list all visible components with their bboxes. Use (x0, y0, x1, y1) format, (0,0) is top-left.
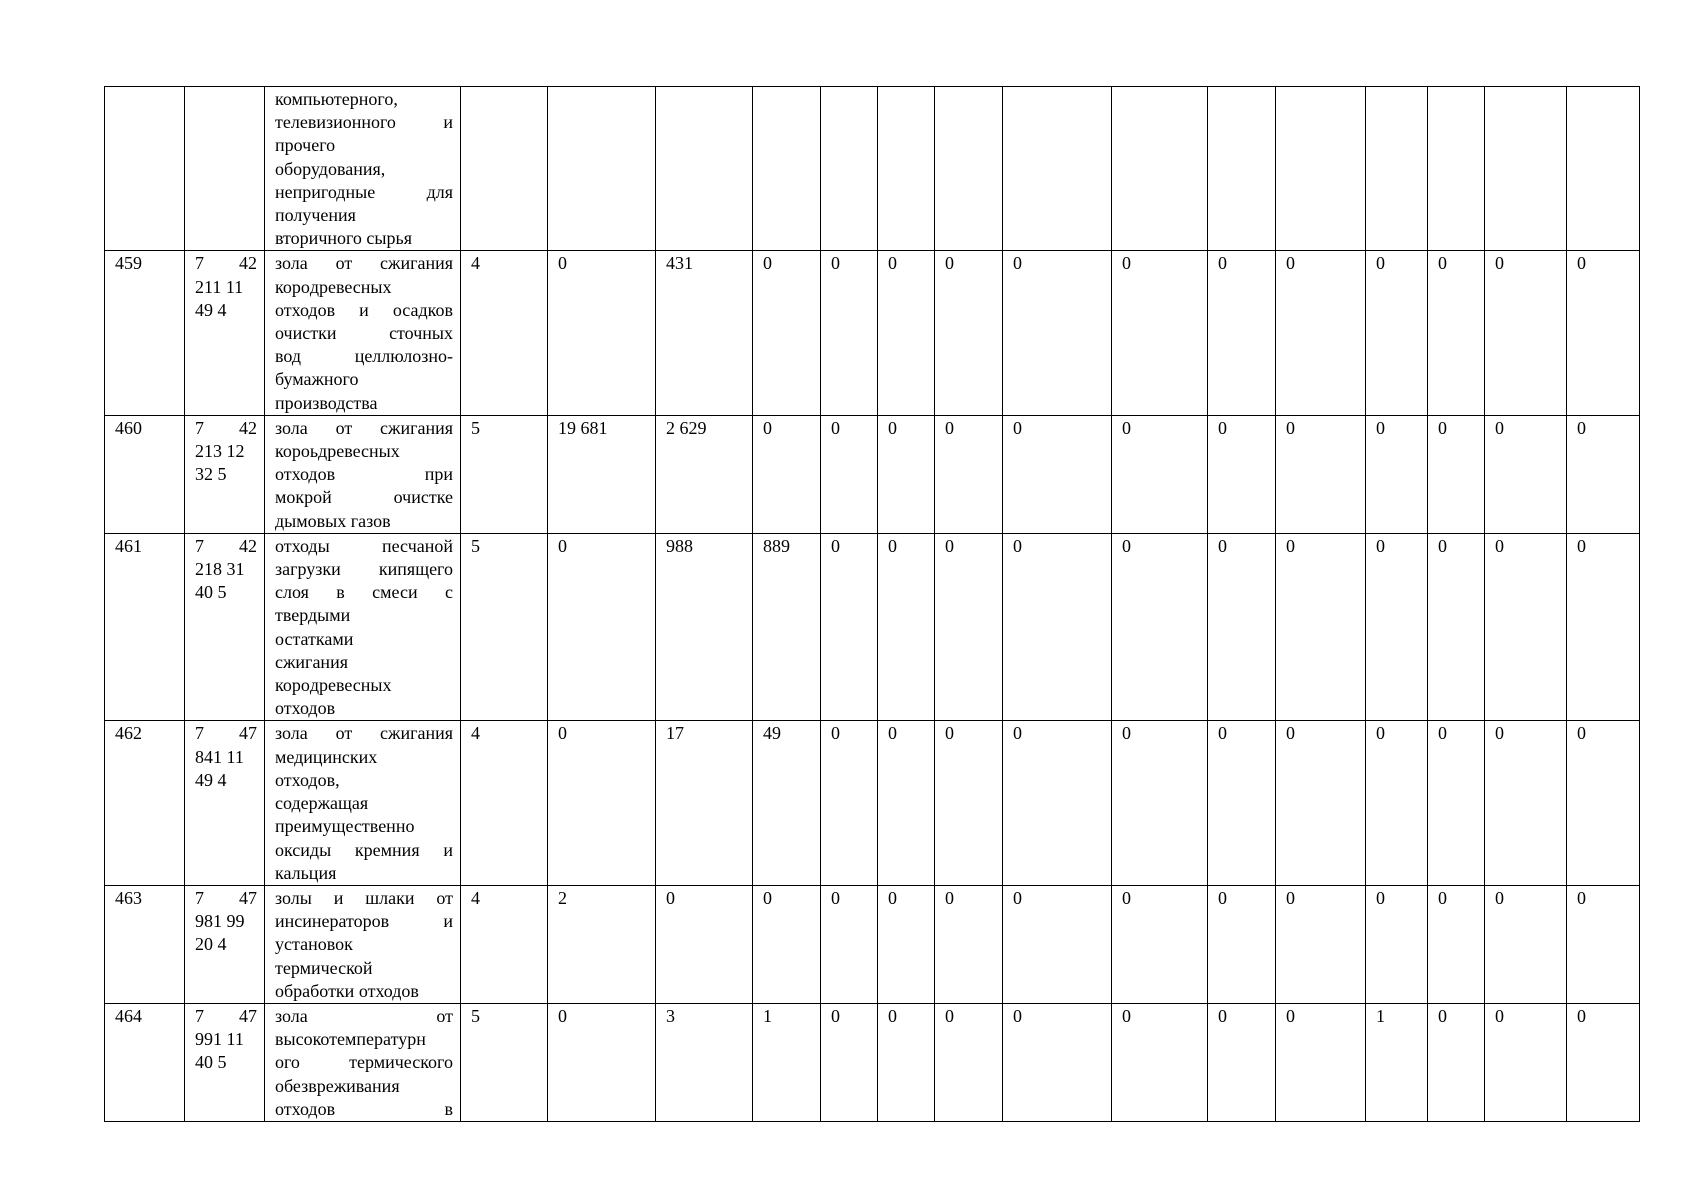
waste-name-line: отходов (275, 698, 336, 719)
waste-name-line: загрузки кипящего (275, 559, 453, 580)
waste-name-line: телевизионного и (275, 112, 453, 133)
value-cell: 17 (656, 721, 753, 885)
waste-name-line: установок (275, 934, 353, 955)
table-row (105, 251, 1640, 415)
value-cell: 4 (461, 251, 548, 415)
value-cell: 0 (1567, 721, 1640, 885)
value-cell: 0 (1003, 415, 1112, 533)
value-cell: 0 (1112, 721, 1208, 885)
table-row (105, 87, 1640, 251)
waste-name-line: прочего (275, 135, 336, 156)
waste-code-line: 7 47 (195, 723, 257, 744)
waste-code-line: 7 42 (195, 417, 257, 438)
waste-name-line: медицинских (275, 746, 378, 767)
value-cell: 0 (821, 415, 878, 533)
value-cell: 0 (1485, 533, 1567, 721)
value-cell: 0 (656, 885, 753, 1003)
waste-code-line: 49 4 (195, 299, 227, 320)
value-cell: 5 (461, 1003, 548, 1121)
value-cell: 0 (935, 885, 1003, 1003)
value-cell: 4 (461, 885, 548, 1003)
waste-code-line: 40 5 (195, 1052, 227, 1073)
value-cell: 0 (753, 251, 821, 415)
value-cell: 0 (1112, 533, 1208, 721)
waste-code-line: 49 4 (195, 769, 227, 790)
waste-name-cell (265, 885, 461, 1003)
waste-code-line: 20 4 (195, 934, 227, 955)
waste-name-line: слоя в смеси с (275, 582, 453, 603)
waste-name-line: корoдревесных (275, 276, 392, 297)
value-cell: 0 (1567, 251, 1640, 415)
value-cell: 0 (821, 533, 878, 721)
waste-name-line: корoдревесных (275, 675, 392, 696)
value-cell (878, 87, 935, 251)
row-number-cell: 459 (105, 251, 185, 415)
waste-name-line: зола от сжигания (275, 723, 453, 744)
value-cell: 3 (656, 1003, 753, 1121)
waste-name-line: обработки отходов (275, 980, 419, 1001)
waste-name-line: компьютерного, (275, 89, 398, 109)
waste-code-line: 211 11 (195, 276, 244, 297)
value-cell: 0 (1112, 885, 1208, 1003)
value-cell: 0 (1276, 885, 1366, 1003)
value-cell (935, 87, 1003, 251)
row-number-cell (105, 87, 185, 251)
value-cell: 0 (1003, 1003, 1112, 1121)
value-cell: 0 (1366, 415, 1428, 533)
value-cell: 0 (935, 533, 1003, 721)
value-cell (1112, 87, 1208, 251)
waste-name-line: кальция (275, 862, 337, 883)
waste-name-cell (265, 251, 461, 415)
value-cell: 0 (753, 885, 821, 1003)
row-number-cell: 461 (105, 533, 185, 721)
value-cell (821, 87, 878, 251)
row-number-cell: 460 (105, 415, 185, 533)
table-row (105, 885, 1640, 1003)
value-cell: 0 (1112, 1003, 1208, 1121)
waste-code-cell (185, 533, 265, 721)
value-cell: 0 (821, 251, 878, 415)
value-cell: 2 629 (656, 415, 753, 533)
waste-code-line: 32 5 (195, 464, 227, 485)
value-cell: 19 681 (548, 415, 656, 533)
value-cell: 0 (1567, 885, 1640, 1003)
value-cell: 0 (878, 721, 935, 885)
value-cell: 0 (1428, 251, 1485, 415)
value-cell: 0 (548, 721, 656, 885)
waste-table (104, 86, 1640, 1122)
waste-name-cell (265, 721, 461, 885)
value-cell: 5 (461, 415, 548, 533)
waste-name-line: обезвреживания (275, 1075, 400, 1096)
row-number-cell: 464 (105, 1003, 185, 1121)
waste-code-line: 40 5 (195, 582, 227, 603)
value-cell: 4 (461, 721, 548, 885)
value-cell (1003, 87, 1112, 251)
value-cell: 0 (1208, 415, 1276, 533)
waste-name-line: непригодные для (275, 181, 453, 202)
value-cell: 0 (1567, 533, 1640, 721)
value-cell: 0 (878, 251, 935, 415)
value-cell: 0 (1276, 721, 1366, 885)
value-cell (656, 87, 753, 251)
value-cell: 0 (1208, 251, 1276, 415)
waste-code-line: 981 99 (195, 911, 245, 932)
value-cell: 0 (1112, 251, 1208, 415)
waste-code-line: 7 42 (195, 535, 257, 556)
waste-name-line: получения (275, 205, 356, 226)
value-cell: 0 (821, 1003, 878, 1121)
value-cell (461, 87, 548, 251)
value-cell: 0 (1208, 885, 1276, 1003)
value-cell: 0 (1003, 885, 1112, 1003)
value-cell: 0 (1208, 533, 1276, 721)
waste-code-cell (185, 415, 265, 533)
waste-name-cell (265, 415, 461, 533)
row-number-cell: 463 (105, 885, 185, 1003)
value-cell: 0 (1366, 533, 1428, 721)
value-cell: 0 (1567, 415, 1640, 533)
waste-name-line: отходов, (275, 769, 340, 790)
waste-name-line: инсинераторов и (275, 911, 453, 932)
value-cell: 889 (753, 533, 821, 721)
value-cell: 0 (1208, 1003, 1276, 1121)
value-cell: 0 (935, 721, 1003, 885)
waste-name-line: производства (275, 392, 378, 413)
value-cell: 1 (1366, 1003, 1428, 1121)
value-cell: 0 (1567, 1003, 1640, 1121)
waste-name-line: мокрой очистке (275, 487, 453, 508)
table-row (105, 721, 1640, 885)
waste-name-cell (265, 533, 461, 721)
waste-name-line: вод целлюлозно- (275, 346, 453, 367)
value-cell: 0 (1366, 721, 1428, 885)
value-cell: 0 (878, 885, 935, 1003)
waste-code-line: 218 31 (195, 559, 245, 580)
table-row (105, 533, 1640, 721)
value-cell: 0 (1003, 721, 1112, 885)
value-cell (1428, 87, 1485, 251)
waste-name-line: оборудования, (275, 158, 386, 179)
waste-code-line: 7 47 (195, 1005, 257, 1026)
waste-name-line: короьдревесных (275, 441, 400, 462)
value-cell: 0 (1428, 1003, 1485, 1121)
waste-name-cell (265, 1003, 461, 1121)
value-cell: 0 (548, 533, 656, 721)
value-cell: 0 (1366, 251, 1428, 415)
value-cell: 0 (1485, 1003, 1567, 1121)
value-cell: 0 (935, 415, 1003, 533)
value-cell: 988 (656, 533, 753, 721)
waste-code-cell (185, 87, 265, 251)
waste-code-line: 991 11 (195, 1029, 244, 1050)
waste-name-cell (265, 87, 461, 251)
value-cell: 0 (1428, 415, 1485, 533)
waste-name-line: остатками (275, 628, 354, 649)
value-cell: 0 (878, 533, 935, 721)
value-cell: 0 (1112, 415, 1208, 533)
value-cell: 0 (1276, 415, 1366, 533)
waste-name-line: высокотемпературн (275, 1029, 426, 1050)
waste-name-line: зола от сжигания (275, 253, 453, 274)
waste-name-line: отходов при (275, 464, 453, 485)
waste-code-cell (185, 1003, 265, 1121)
waste-name-line: термической (275, 957, 373, 978)
value-cell: 0 (821, 721, 878, 885)
value-cell: 0 (1276, 1003, 1366, 1121)
value-cell: 0 (1276, 251, 1366, 415)
value-cell (1208, 87, 1276, 251)
waste-code-line: 7 42 (195, 253, 257, 274)
value-cell: 0 (1485, 885, 1567, 1003)
waste-name-line: твердыми (275, 605, 351, 626)
table-row (105, 1003, 1640, 1121)
waste-code-cell (185, 721, 265, 885)
value-cell (753, 87, 821, 251)
value-cell: 0 (1003, 251, 1112, 415)
table-row (105, 415, 1640, 533)
waste-name-line: оксиды кремния и (275, 839, 453, 860)
value-cell: 2 (548, 885, 656, 1003)
value-cell: 0 (548, 251, 656, 415)
value-cell (1485, 87, 1567, 251)
value-cell (548, 87, 656, 251)
waste-name-line: преимущественно (275, 816, 415, 837)
value-cell: 0 (1003, 533, 1112, 721)
waste-code-line: 7 47 (195, 887, 257, 908)
value-cell (1366, 87, 1428, 251)
value-cell: 0 (878, 1003, 935, 1121)
waste-name-line: ого термического (275, 1052, 453, 1073)
value-cell: 0 (1428, 721, 1485, 885)
value-cell: 0 (753, 415, 821, 533)
waste-name-line: золы и шлаки от (275, 887, 453, 908)
value-cell: 0 (1485, 415, 1567, 533)
waste-name-line: содержащая (275, 793, 369, 814)
value-cell: 0 (935, 1003, 1003, 1121)
row-number-cell: 462 (105, 721, 185, 885)
value-cell: 0 (1485, 721, 1567, 885)
value-cell (1276, 87, 1366, 251)
value-cell: 0 (1276, 533, 1366, 721)
value-cell: 0 (1366, 885, 1428, 1003)
waste-name-line: дымовых газов (275, 510, 391, 531)
value-cell: 5 (461, 533, 548, 721)
value-cell: 0 (1428, 885, 1485, 1003)
waste-name-line: зола от сжигания (275, 417, 453, 438)
value-cell: 1 (753, 1003, 821, 1121)
value-cell: 0 (821, 885, 878, 1003)
value-cell: 49 (753, 721, 821, 885)
waste-name-line: отходов в (275, 1098, 453, 1119)
value-cell: 0 (935, 251, 1003, 415)
waste-name-line: вторичного сырья (275, 228, 413, 249)
waste-code-cell (185, 251, 265, 415)
waste-name-line: отходы песчаной (275, 535, 453, 556)
waste-name-line: бумажного (275, 369, 359, 390)
waste-code-line: 213 12 (195, 441, 245, 462)
waste-name-line: зола от (275, 1005, 453, 1026)
waste-code-line: 841 11 (195, 746, 244, 767)
value-cell: 0 (548, 1003, 656, 1121)
value-cell: 0 (1208, 721, 1276, 885)
value-cell: 0 (878, 415, 935, 533)
waste-name-line: отходов и осадков (275, 299, 453, 320)
value-cell (1567, 87, 1640, 251)
waste-name-line: очистки сточных (275, 323, 453, 344)
waste-code-cell (185, 885, 265, 1003)
value-cell: 431 (656, 251, 753, 415)
waste-name-line: сжигания (275, 651, 348, 672)
value-cell: 0 (1485, 251, 1567, 415)
value-cell: 0 (1428, 533, 1485, 721)
